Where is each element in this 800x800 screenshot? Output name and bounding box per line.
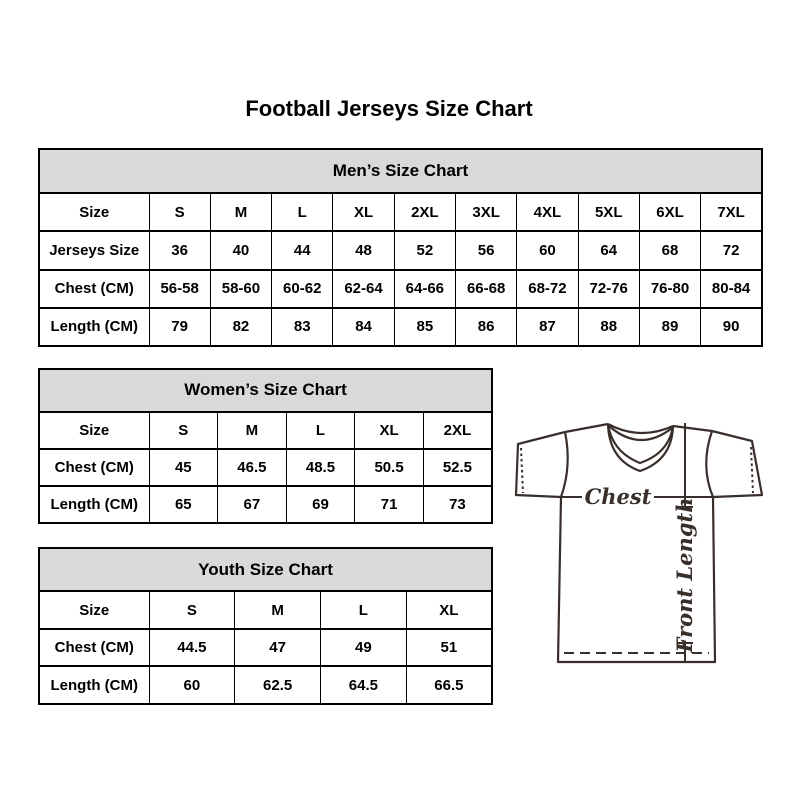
table-cell: 2XL xyxy=(423,412,492,449)
mens-size-chart-table-grid xyxy=(38,148,763,347)
jersey-outline-icon xyxy=(516,424,762,662)
table-cell: L xyxy=(272,193,333,231)
table-title: Youth Size Chart xyxy=(39,548,492,591)
table-row xyxy=(39,486,492,523)
table-cell: XL xyxy=(355,412,424,449)
table-cell: 64.5 xyxy=(321,666,407,704)
table-cell: S xyxy=(149,193,210,231)
table-cell: 64 xyxy=(578,231,639,269)
table-cell: 60-62 xyxy=(272,270,333,308)
chest-label: Chest xyxy=(584,484,652,509)
table-cell: 56-58 xyxy=(149,270,210,308)
table-cell: 36 xyxy=(149,231,210,269)
table-row xyxy=(39,666,492,704)
table-cell: 40 xyxy=(210,231,271,269)
row-label: Size xyxy=(39,412,149,449)
table-cell: 68-72 xyxy=(517,270,578,308)
table-cell: 47 xyxy=(235,629,321,667)
womens-size-chart-table-grid xyxy=(38,368,493,524)
table-cell: 56 xyxy=(455,231,516,269)
table-cell: XL xyxy=(406,591,492,629)
table-cell: 82 xyxy=(210,308,271,346)
table-cell: 4XL xyxy=(517,193,578,231)
table-cell: S xyxy=(149,591,235,629)
table-cell: 62-64 xyxy=(333,270,394,308)
table-cell: L xyxy=(321,591,407,629)
table-cell: 45 xyxy=(149,449,218,486)
youth-size-chart-table xyxy=(38,547,493,705)
table-cell: 46.5 xyxy=(218,449,287,486)
table-cell: 50.5 xyxy=(355,449,424,486)
page-title: Football Jerseys Size Chart xyxy=(245,96,533,121)
table-row xyxy=(39,231,762,269)
table-cell: 80-84 xyxy=(701,270,762,308)
front-length-label: Front Length xyxy=(672,497,697,653)
table-cell: 64-66 xyxy=(394,270,455,308)
table-cell: 73 xyxy=(423,486,492,523)
table-row xyxy=(39,591,492,629)
table-cell: 66.5 xyxy=(406,666,492,704)
table-cell: 71 xyxy=(355,486,424,523)
table-cell: 49 xyxy=(321,629,407,667)
jersey-measurement-diagram xyxy=(508,412,766,670)
table-cell: 89 xyxy=(639,308,700,346)
table-cell: 84 xyxy=(333,308,394,346)
table-cell: M xyxy=(235,591,321,629)
table-row xyxy=(39,193,762,231)
table-cell: 5XL xyxy=(578,193,639,231)
table-cell: 44.5 xyxy=(149,629,235,667)
table-cell: 3XL xyxy=(455,193,516,231)
table-cell: 7XL xyxy=(701,193,762,231)
row-label: Size xyxy=(39,193,149,231)
table-title: Women’s Size Chart xyxy=(39,369,492,412)
table-cell: 44 xyxy=(272,231,333,269)
table-cell: XL xyxy=(333,193,394,231)
row-label: Chest (CM) xyxy=(39,449,149,486)
mens-size-chart-table xyxy=(38,148,763,347)
table-cell: 65 xyxy=(149,486,218,523)
row-label: Size xyxy=(39,591,149,629)
table-cell: 48.5 xyxy=(286,449,355,486)
table-cell: 52.5 xyxy=(423,449,492,486)
youth-size-chart-table-grid xyxy=(38,547,493,705)
table-cell: 68 xyxy=(639,231,700,269)
row-label: Chest (CM) xyxy=(39,270,149,308)
table-cell: 51 xyxy=(406,629,492,667)
table-cell: 76-80 xyxy=(639,270,700,308)
table-row xyxy=(39,629,492,667)
table-cell: S xyxy=(149,412,218,449)
table-cell: 58-60 xyxy=(210,270,271,308)
row-label: Length (CM) xyxy=(39,666,149,704)
table-row xyxy=(39,449,492,486)
table-row xyxy=(39,270,762,308)
row-label: Chest (CM) xyxy=(39,629,149,667)
table-cell: 67 xyxy=(218,486,287,523)
table-cell: 79 xyxy=(149,308,210,346)
table-cell: 86 xyxy=(455,308,516,346)
row-label: Length (CM) xyxy=(39,308,149,346)
table-cell: 48 xyxy=(333,231,394,269)
table-row xyxy=(39,412,492,449)
table-cell: 62.5 xyxy=(235,666,321,704)
table-cell: M xyxy=(218,412,287,449)
table-cell: 83 xyxy=(272,308,333,346)
table-cell: 72 xyxy=(701,231,762,269)
table-cell: 2XL xyxy=(394,193,455,231)
table-cell: 85 xyxy=(394,308,455,346)
table-cell: 88 xyxy=(578,308,639,346)
table-cell: 60 xyxy=(517,231,578,269)
table-cell: M xyxy=(210,193,271,231)
row-label: Length (CM) xyxy=(39,486,149,523)
table-cell: 87 xyxy=(517,308,578,346)
table-cell: 66-68 xyxy=(455,270,516,308)
table-cell: 72-76 xyxy=(578,270,639,308)
table-cell: 52 xyxy=(394,231,455,269)
table-cell: 60 xyxy=(149,666,235,704)
table-row xyxy=(39,308,762,346)
row-label: Jerseys Size xyxy=(39,231,149,269)
table-cell: 69 xyxy=(286,486,355,523)
table-cell: L xyxy=(286,412,355,449)
table-cell: 90 xyxy=(701,308,762,346)
table-title: Men’s Size Chart xyxy=(39,149,762,193)
womens-size-chart-table xyxy=(38,368,493,524)
table-cell: 6XL xyxy=(639,193,700,231)
